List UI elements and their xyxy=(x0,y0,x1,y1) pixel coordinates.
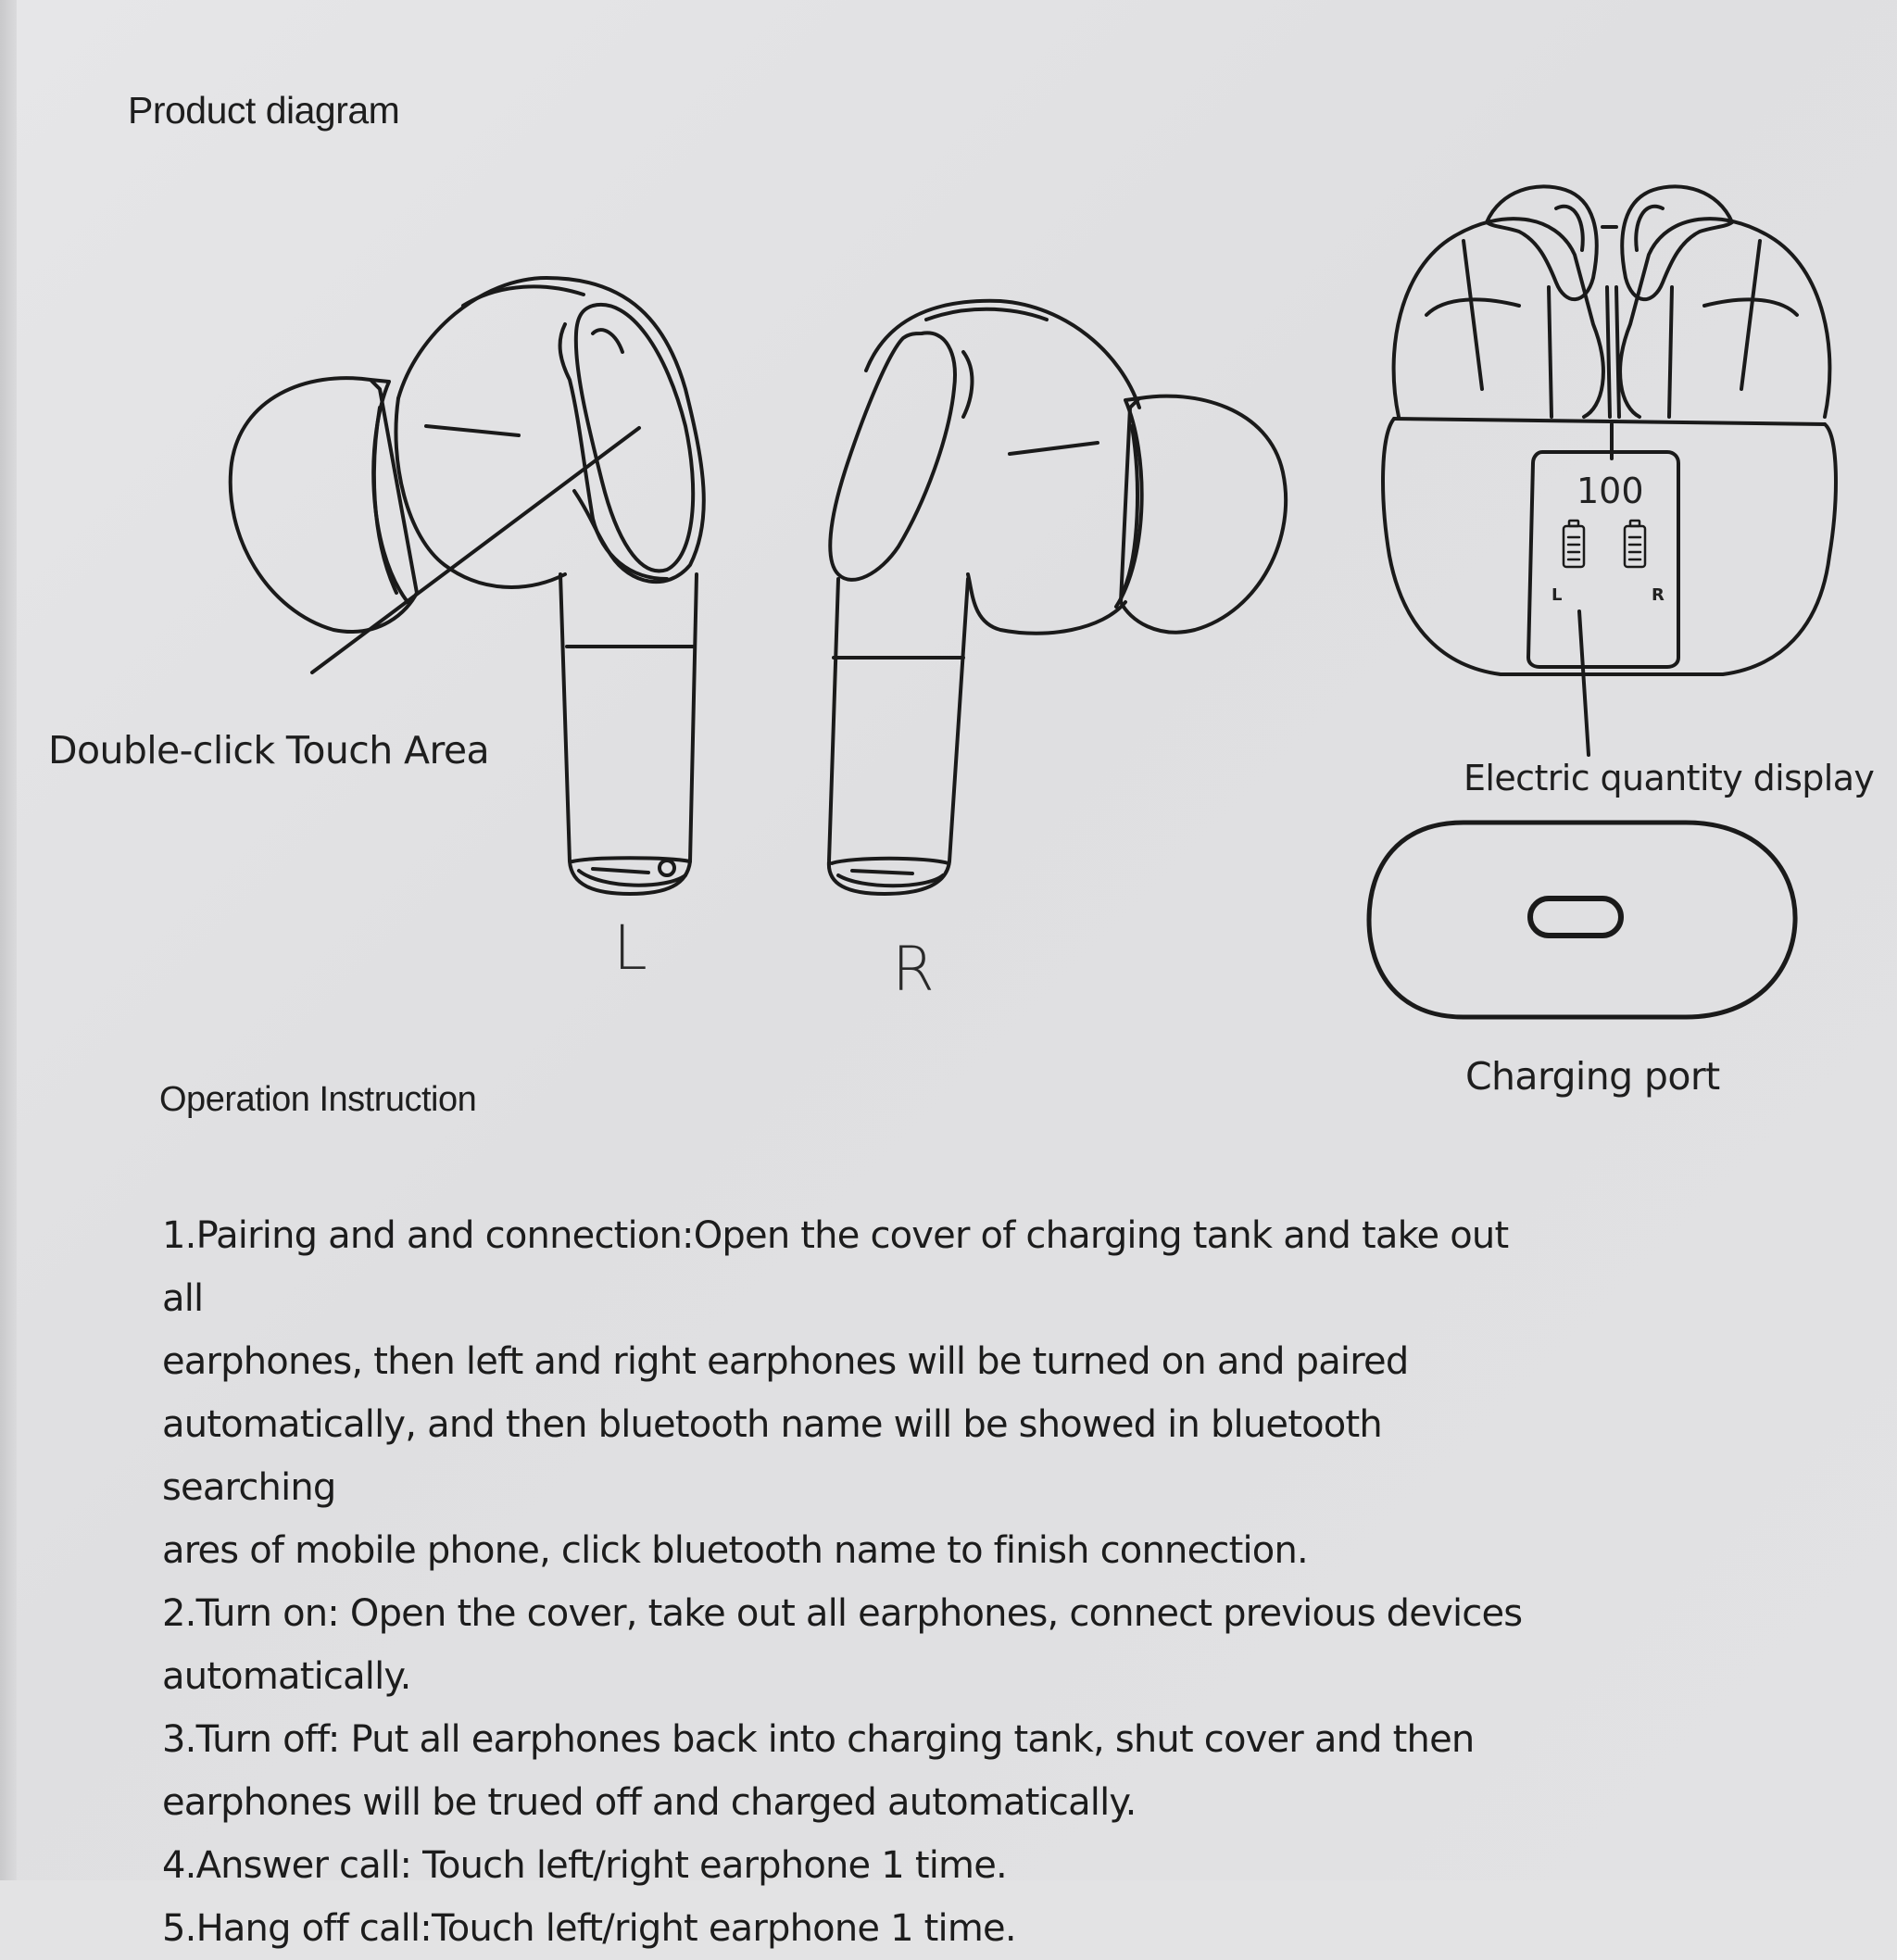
instruction-line: 4.Answer call: Touch left/right earphone 1 time. xyxy=(162,1844,1007,1887)
instruction-line: earphones will be trued off and charged automatically. xyxy=(162,1781,1137,1824)
product-diagram-heading: Product diagram xyxy=(128,89,400,132)
operation-heading: Operation Instruction xyxy=(159,1080,477,1119)
display-left-mark: L xyxy=(1552,585,1563,605)
display-right-mark: R xyxy=(1652,585,1665,605)
usb-port-icon xyxy=(1530,898,1621,936)
instruction-line: 5.Hang off call:Touch left/right earphone 1 time. xyxy=(162,1907,1016,1950)
instruction-line: ares of mobile phone, click bluetooth name to finish connection. xyxy=(162,1529,1308,1572)
instruction-line: 2.Turn on: Open the cover, take out all earphones, connect previous devices xyxy=(162,1592,1523,1635)
electric-display-label: Electric quantity display xyxy=(1464,758,1875,798)
instruction-line: earphones, then left and right earphones will be turned on and paired xyxy=(162,1340,1409,1383)
right-earbud-label: R xyxy=(892,934,935,1005)
instruction-line: 3.Turn off: Put all earphones back into charging tank, shut cover and then xyxy=(162,1718,1475,1761)
battery-icon xyxy=(1564,521,1645,567)
charging-port-label: Charging port xyxy=(1465,1054,1720,1099)
touch-area-label: Double-click Touch Area xyxy=(48,728,489,773)
battery-percentage: 100 xyxy=(1577,471,1644,511)
charging-port-drawing xyxy=(1369,823,1795,1017)
instruction-line: automatically. xyxy=(162,1655,411,1698)
operation-instructions xyxy=(162,1204,1533,1960)
instruction-line: automatically, and then bluetooth name will be showed in bluetooth searching xyxy=(162,1403,1382,1509)
left-earbud-drawing xyxy=(231,278,704,894)
instruction-line: 1.Pairing and and connection:Open the cover of charging tank and take out all xyxy=(162,1214,1509,1320)
left-earbud-label: L xyxy=(613,912,647,984)
right-earbud-drawing xyxy=(829,301,1286,894)
